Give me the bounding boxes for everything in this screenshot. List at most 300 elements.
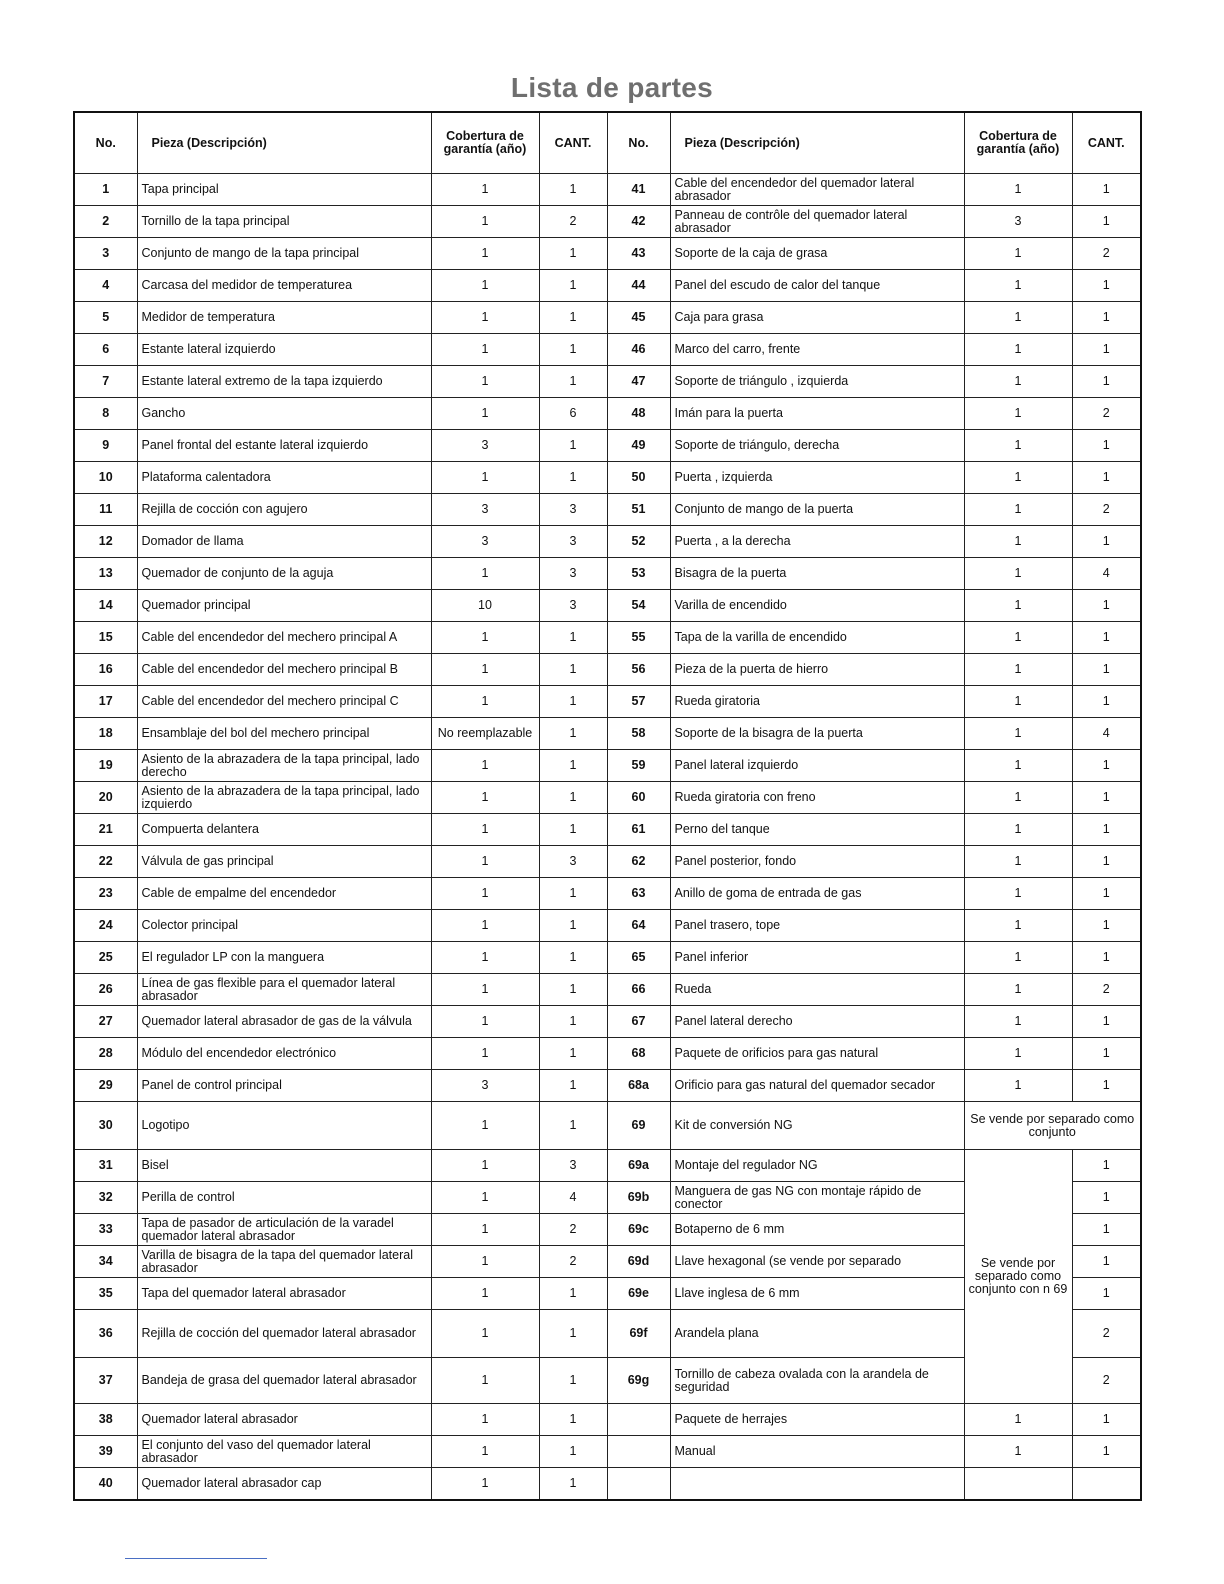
quantity: 1 — [1072, 590, 1141, 622]
part-description: Soporte de triángulo, derecha — [670, 430, 964, 462]
quantity: 1 — [539, 1436, 607, 1468]
part-number: 68a — [607, 1070, 670, 1102]
warranty-years: 1 — [431, 1278, 539, 1310]
part-number: 31 — [74, 1150, 137, 1182]
warranty-years: 1 — [431, 1006, 539, 1038]
part-number: 56 — [607, 654, 670, 686]
part-number: 69e — [607, 1278, 670, 1310]
part-description: Caja para grasa — [670, 302, 964, 334]
warranty-years: 1 — [964, 1404, 1072, 1436]
quantity: 1 — [539, 334, 607, 366]
part-number: 64 — [607, 910, 670, 942]
quantity: 1 — [1072, 686, 1141, 718]
warranty-years: 1 — [964, 494, 1072, 526]
quantity: 1 — [1072, 270, 1141, 302]
warranty-years: 1 — [431, 654, 539, 686]
quantity: 1 — [539, 942, 607, 974]
part-number: 62 — [607, 846, 670, 878]
part-number: 32 — [74, 1182, 137, 1214]
quantity: 1 — [1072, 942, 1141, 974]
part-description: Anillo de goma de entrada de gas — [670, 878, 964, 910]
part-number: 59 — [607, 750, 670, 782]
part-description: Soporte de la bisagra de la puerta — [670, 718, 964, 750]
warranty-years: 1 — [964, 302, 1072, 334]
table-row — [74, 1150, 1141, 1182]
part-number: 55 — [607, 622, 670, 654]
quantity: 1 — [1072, 1038, 1141, 1070]
quantity: 2 — [1072, 238, 1141, 270]
quantity: 1 — [539, 750, 607, 782]
warranty-years: 1 — [431, 1436, 539, 1468]
warranty-years: 1 — [431, 686, 539, 718]
part-number: 15 — [74, 622, 137, 654]
table-row — [74, 174, 1141, 206]
part-description: Soporte de triángulo , izquierda — [670, 366, 964, 398]
part-description: Quemador lateral abrasador cap — [137, 1468, 431, 1500]
part-number: 52 — [607, 526, 670, 558]
part-description: Compuerta delantera — [137, 814, 431, 846]
part-description: Tornillo de la tapa principal — [137, 206, 431, 238]
quantity: 1 — [1072, 430, 1141, 462]
part-description: Medidor de temperatura — [137, 302, 431, 334]
header-warranty: Cobertura de garantía (año) — [964, 112, 1072, 174]
part-description: Quemador principal — [137, 590, 431, 622]
part-number: 22 — [74, 846, 137, 878]
part-description: Panneau de contrôle del quemador lateral abrasador — [670, 206, 964, 238]
part-number: 37 — [74, 1358, 137, 1404]
warranty-years: 1 — [964, 686, 1072, 718]
warranty-years: 1 — [431, 974, 539, 1006]
part-description: Bisagra de la puerta — [670, 558, 964, 590]
table-row — [74, 430, 1141, 462]
quantity: 2 — [1072, 398, 1141, 430]
warranty-years: 1 — [431, 1310, 539, 1358]
warranty-years: 3 — [431, 494, 539, 526]
quantity: 1 — [1072, 1214, 1141, 1246]
part-number: 60 — [607, 782, 670, 814]
warranty-years: 1 — [964, 1436, 1072, 1468]
table-row — [74, 1038, 1141, 1070]
warranty-years: 1 — [431, 782, 539, 814]
part-description: Panel trasero, tope — [670, 910, 964, 942]
warranty-years: 1 — [431, 1404, 539, 1436]
quantity: 1 — [1072, 622, 1141, 654]
part-description: Panel lateral izquierdo — [670, 750, 964, 782]
warranty-years: No reemplazable — [431, 718, 539, 750]
warranty-years: 3 — [964, 206, 1072, 238]
header-qty: CANT. — [539, 112, 607, 174]
part-description — [670, 1468, 964, 1500]
part-description: Montaje del regulador NG — [670, 1150, 964, 1182]
part-description: Ensamblaje del bol del mechero principal — [137, 718, 431, 750]
part-description: Panel de control principal — [137, 1070, 431, 1102]
part-number: 69d — [607, 1246, 670, 1278]
part-description: El conjunto del vaso del quemador lateral abrasador — [137, 1436, 431, 1468]
quantity: 1 — [539, 1358, 607, 1404]
part-number: 69c — [607, 1214, 670, 1246]
part-number: 48 — [607, 398, 670, 430]
part-number: 33 — [74, 1214, 137, 1246]
part-number: 45 — [607, 302, 670, 334]
warranty-years: 1 — [964, 814, 1072, 846]
table-row — [74, 366, 1141, 398]
table-row — [74, 942, 1141, 974]
page-title: Lista de partes — [510, 72, 714, 103]
warranty-years: 1 — [964, 238, 1072, 270]
part-number: 16 — [74, 654, 137, 686]
parts-table — [73, 111, 1142, 1501]
warranty-years: 1 — [431, 622, 539, 654]
quantity: 2 — [1072, 974, 1141, 1006]
warranty-years: 1 — [431, 750, 539, 782]
table-row — [74, 654, 1141, 686]
part-number: 46 — [607, 334, 670, 366]
part-description: Plataforma calentadora — [137, 462, 431, 494]
part-number: 4 — [74, 270, 137, 302]
table-row — [74, 334, 1141, 366]
warranty-years: 1 — [964, 174, 1072, 206]
part-description: Pieza de la puerta de hierro — [670, 654, 964, 686]
part-description: Quemador de conjunto de la aguja — [137, 558, 431, 590]
quantity: 1 — [1072, 174, 1141, 206]
part-description: Estante lateral izquierdo — [137, 334, 431, 366]
table-header-row — [74, 112, 1141, 174]
warranty-years — [964, 1468, 1072, 1500]
quantity: 1 — [539, 686, 607, 718]
part-number: 54 — [607, 590, 670, 622]
table-row — [74, 750, 1141, 782]
part-number: 69f — [607, 1310, 670, 1358]
warranty-years: 1 — [964, 974, 1072, 1006]
warranty-years: 1 — [964, 462, 1072, 494]
quantity: 1 — [539, 238, 607, 270]
quantity: 4 — [1072, 558, 1141, 590]
table-row — [74, 270, 1141, 302]
quantity: 3 — [539, 494, 607, 526]
part-number: 43 — [607, 238, 670, 270]
part-number: 3 — [74, 238, 137, 270]
warranty-years: 1 — [431, 206, 539, 238]
header-warranty: Cobertura de garantía (año) — [431, 112, 539, 174]
part-number: 65 — [607, 942, 670, 974]
table-row — [74, 1436, 1141, 1468]
part-description: Panel lateral derecho — [670, 1006, 964, 1038]
part-description: Llave inglesa de 6 mm — [670, 1278, 964, 1310]
warranty-years: 1 — [431, 910, 539, 942]
part-description: Cable de empalme del encendedor — [137, 878, 431, 910]
part-description: Orificio para gas natural del quemador secador — [670, 1070, 964, 1102]
warranty-years: 1 — [964, 1006, 1072, 1038]
header-no: No. — [74, 112, 137, 174]
part-number: 26 — [74, 974, 137, 1006]
warranty-years: 3 — [431, 430, 539, 462]
warranty-years: 1 — [964, 878, 1072, 910]
part-number: 19 — [74, 750, 137, 782]
part-description: Imán para la puerta — [670, 398, 964, 430]
table-row — [74, 590, 1141, 622]
part-number: 67 — [607, 1006, 670, 1038]
quantity: 1 — [1072, 654, 1141, 686]
part-description: Quemador lateral abrasador de gas de la válvula — [137, 1006, 431, 1038]
part-number: 34 — [74, 1246, 137, 1278]
part-number: 13 — [74, 558, 137, 590]
table-row — [74, 526, 1141, 558]
part-number: 7 — [74, 366, 137, 398]
warranty-years: 1 — [964, 750, 1072, 782]
part-description: Logotipo — [137, 1102, 431, 1150]
part-number: 2 — [74, 206, 137, 238]
part-number: 9 — [74, 430, 137, 462]
table-row — [74, 302, 1141, 334]
warranty-years: 1 — [431, 302, 539, 334]
quantity: 1 — [1072, 462, 1141, 494]
part-number — [607, 1436, 670, 1468]
part-description: Rueda — [670, 974, 964, 1006]
table-row — [74, 974, 1141, 1006]
part-description: Marco del carro, frente — [670, 334, 964, 366]
part-number: 53 — [607, 558, 670, 590]
warranty-years: 1 — [431, 334, 539, 366]
quantity: 3 — [539, 558, 607, 590]
part-description: Perilla de control — [137, 1182, 431, 1214]
table-row — [74, 1006, 1141, 1038]
part-description: Conjunto de mango de la puerta — [670, 494, 964, 526]
quantity: 1 — [539, 910, 607, 942]
part-description: Varilla de bisagra de la tapa del quemador lateral abrasador — [137, 1246, 431, 1278]
quantity: 1 — [1072, 910, 1141, 942]
part-description: Domador de llama — [137, 526, 431, 558]
part-number: 50 — [607, 462, 670, 494]
part-number: 1 — [74, 174, 137, 206]
part-description: Asiento de la abrazadera de la tapa principal, lado izquierdo — [137, 782, 431, 814]
warranty-years: 1 — [431, 238, 539, 270]
table-row — [74, 910, 1141, 942]
quantity: 1 — [1072, 1182, 1141, 1214]
table-row — [74, 718, 1141, 750]
part-number: 8 — [74, 398, 137, 430]
quantity: 6 — [539, 398, 607, 430]
warranty-years: 1 — [431, 1038, 539, 1070]
quantity: 2 — [539, 1246, 607, 1278]
quantity: 4 — [1072, 718, 1141, 750]
part-description: Rueda giratoria — [670, 686, 964, 718]
part-description: Bisel — [137, 1150, 431, 1182]
part-number — [607, 1404, 670, 1436]
quantity: 1 — [1072, 1404, 1141, 1436]
quantity: 3 — [539, 590, 607, 622]
table-row — [74, 846, 1141, 878]
quantity: 2 — [1072, 494, 1141, 526]
warranty-years: 1 — [964, 1038, 1072, 1070]
warranty-years: 1 — [964, 846, 1072, 878]
quantity: 2 — [1072, 1358, 1141, 1404]
table-row — [74, 782, 1141, 814]
warranty-years: 1 — [431, 878, 539, 910]
part-description: Manguera de gas NG con montaje rápido de conector — [670, 1182, 964, 1214]
part-description: Rejilla de cocción con agujero — [137, 494, 431, 526]
warranty-years: 1 — [964, 942, 1072, 974]
part-description: Rueda giratoria con freno — [670, 782, 964, 814]
part-number: 61 — [607, 814, 670, 846]
part-description: Tapa de la varilla de encendido — [670, 622, 964, 654]
quantity: 1 — [1072, 206, 1141, 238]
warranty-years: 1 — [431, 1102, 539, 1150]
part-description: Puerta , a la derecha — [670, 526, 964, 558]
part-description: Paquete de orificios para gas natural — [670, 1038, 964, 1070]
header-no: No. — [607, 112, 670, 174]
quantity: 1 — [1072, 366, 1141, 398]
part-number: 66 — [607, 974, 670, 1006]
part-number: 41 — [607, 174, 670, 206]
warranty-years: 1 — [964, 910, 1072, 942]
part-description: Varilla de encendido — [670, 590, 964, 622]
quantity: 1 — [539, 622, 607, 654]
warranty-years: 1 — [431, 846, 539, 878]
table-row — [74, 1102, 1141, 1150]
part-number: 44 — [607, 270, 670, 302]
warranty-years: 1 — [964, 782, 1072, 814]
warranty-years: 1 — [431, 1246, 539, 1278]
part-number: 36 — [74, 1310, 137, 1358]
warranty-years: 1 — [964, 558, 1072, 590]
quantity: 1 — [1072, 1070, 1141, 1102]
part-description: Carcasa del medidor de temperaturea — [137, 270, 431, 302]
warranty-years: 1 — [431, 398, 539, 430]
warranty-years: 1 — [964, 526, 1072, 558]
quantity: 1 — [539, 1038, 607, 1070]
quantity: 1 — [1072, 878, 1141, 910]
warranty-years: 1 — [431, 1358, 539, 1404]
quantity: 1 — [539, 1006, 607, 1038]
part-description: Estante lateral extremo de la tapa izquierdo — [137, 366, 431, 398]
quantity: 1 — [1072, 782, 1141, 814]
part-number: 40 — [74, 1468, 137, 1500]
part-number: 24 — [74, 910, 137, 942]
quantity: 1 — [1072, 1006, 1141, 1038]
quantity: 1 — [1072, 334, 1141, 366]
quantity: 1 — [539, 654, 607, 686]
part-description: Perno del tanque — [670, 814, 964, 846]
quantity: 1 — [539, 462, 607, 494]
warranty-years: 1 — [431, 462, 539, 494]
quantity: 1 — [539, 1468, 607, 1500]
quantity: 1 — [1072, 814, 1141, 846]
quantity: 1 — [539, 1070, 607, 1102]
part-description: Cable del encendedor del mechero principal A — [137, 622, 431, 654]
quantity: 1 — [1072, 526, 1141, 558]
quantity: 1 — [539, 1278, 607, 1310]
kit-warranty-note: Se vende por separado como conjunto con n 69 — [964, 1150, 1072, 1404]
quantity: 2 — [1072, 1310, 1141, 1358]
table-row — [74, 1070, 1141, 1102]
part-number: 57 — [607, 686, 670, 718]
part-number: 20 — [74, 782, 137, 814]
part-number: 21 — [74, 814, 137, 846]
quantity: 1 — [539, 270, 607, 302]
quantity: 4 — [539, 1182, 607, 1214]
quantity: 1 — [1072, 1150, 1141, 1182]
quantity: 1 — [1072, 1278, 1141, 1310]
table-row — [74, 814, 1141, 846]
warranty-years: 10 — [431, 590, 539, 622]
part-number: 35 — [74, 1278, 137, 1310]
table-row — [74, 238, 1141, 270]
part-description: Botaperno de 6 mm — [670, 1214, 964, 1246]
quantity: 3 — [539, 526, 607, 558]
warranty-years: 1 — [964, 270, 1072, 302]
header-piece: Pieza (Descripción) — [137, 112, 431, 174]
part-description: Tornillo de cabeza ovalada con la arandela de seguridad — [670, 1358, 964, 1404]
warranty-years: 1 — [431, 270, 539, 302]
part-description: Asiento de la abrazadera de la tapa principal, lado derecho — [137, 750, 431, 782]
part-number: 69b — [607, 1182, 670, 1214]
table-row — [74, 558, 1141, 590]
part-number — [607, 1468, 670, 1500]
quantity: 2 — [539, 1214, 607, 1246]
part-description: Conjunto de mango de la tapa principal — [137, 238, 431, 270]
warranty-years: 1 — [964, 622, 1072, 654]
part-description: Cable del encendedor del mechero principal B — [137, 654, 431, 686]
quantity: 1 — [1072, 846, 1141, 878]
part-description: Línea de gas flexible para el quemador lateral abrasador — [137, 974, 431, 1006]
part-number: 29 — [74, 1070, 137, 1102]
part-number: 5 — [74, 302, 137, 334]
quantity: 1 — [539, 366, 607, 398]
part-number: 10 — [74, 462, 137, 494]
part-description: Tapa principal — [137, 174, 431, 206]
part-description: Panel inferior — [670, 942, 964, 974]
part-description: Cable del encendedor del quemador lateral abrasador — [670, 174, 964, 206]
part-number: 28 — [74, 1038, 137, 1070]
part-description: Cable del encendedor del mechero principal C — [137, 686, 431, 718]
part-description: Arandela plana — [670, 1310, 964, 1358]
part-description: Soporte de la caja de grasa — [670, 238, 964, 270]
part-description: Paquete de herrajes — [670, 1404, 964, 1436]
quantity: 3 — [539, 1150, 607, 1182]
warranty-years: 3 — [431, 526, 539, 558]
table-row — [74, 878, 1141, 910]
part-number: 39 — [74, 1436, 137, 1468]
part-description: Quemador lateral abrasador — [137, 1404, 431, 1436]
table-row — [74, 494, 1141, 526]
part-number: 68 — [607, 1038, 670, 1070]
part-number: 30 — [74, 1102, 137, 1150]
quantity: 1 — [539, 430, 607, 462]
warranty-years: 1 — [964, 654, 1072, 686]
table-row — [74, 1404, 1141, 1436]
part-description: Gancho — [137, 398, 431, 430]
table-row — [74, 1468, 1141, 1500]
header-qty: CANT. — [1072, 112, 1141, 174]
part-number: 17 — [74, 686, 137, 718]
table-row — [74, 686, 1141, 718]
warranty-years: 1 — [431, 1182, 539, 1214]
warranty-years: 1 — [964, 366, 1072, 398]
quantity: 1 — [539, 878, 607, 910]
part-number: 47 — [607, 366, 670, 398]
table-row — [74, 622, 1141, 654]
quantity: 1 — [539, 1404, 607, 1436]
warranty-years: 3 — [431, 1070, 539, 1102]
footer-link-line — [125, 1558, 267, 1559]
part-description: Manual — [670, 1436, 964, 1468]
part-number: 27 — [74, 1006, 137, 1038]
warranty-years: 1 — [431, 174, 539, 206]
part-number: 49 — [607, 430, 670, 462]
part-number: 69a — [607, 1150, 670, 1182]
part-description: Panel del escudo de calor del tanque — [670, 270, 964, 302]
quantity: 1 — [539, 782, 607, 814]
